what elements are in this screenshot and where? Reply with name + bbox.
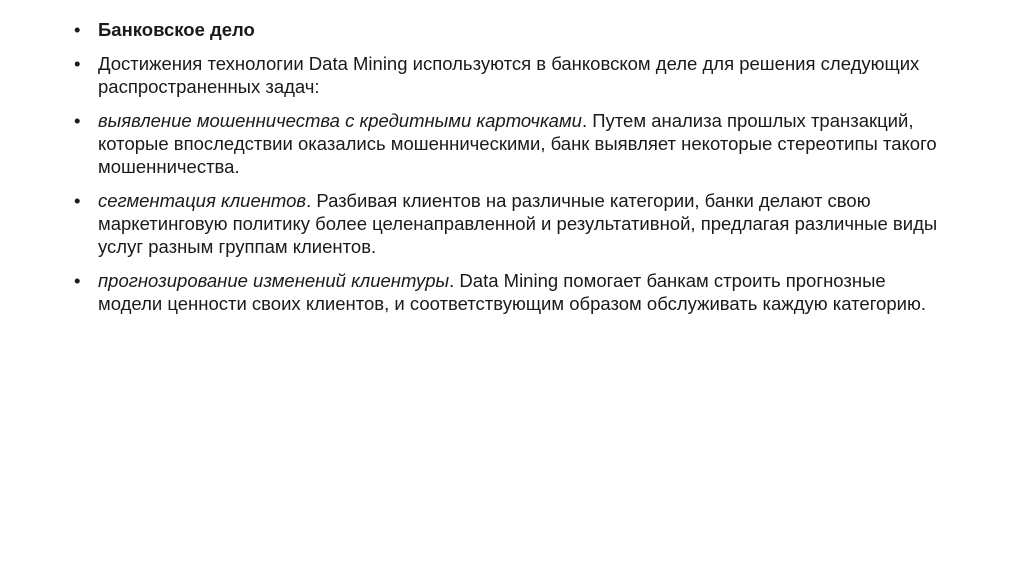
bullet-dot: • — [74, 270, 81, 291]
bullet-dot: • — [74, 190, 81, 211]
bullet-list — [74, 18, 954, 326]
bullet-intro — [74, 52, 954, 98]
bullet-intro-text: Достижения технологии Data Mining используются в банковском деле для решения следующих распространенных задач: — [98, 53, 920, 97]
bullet-churn-forecasting — [74, 269, 954, 315]
bullet-dot: • — [74, 19, 81, 40]
bullet-dot: • — [74, 110, 81, 131]
bullet-dot: • — [74, 53, 81, 74]
bullet-description: . Разбивая клиентов на различные категории, банки делают свою маркетинговую политику более целенаправленной и результативной, предлагая различные виды услуг разным группам клиентов. — [98, 190, 938, 257]
bullet-term: сегментация клиентов — [98, 190, 307, 211]
bullet-heading-text: Банковское дело — [98, 19, 255, 40]
bullet-fraud-detection — [74, 109, 954, 178]
bullet-term: выявление мошенничества с кредитными карточками — [98, 110, 582, 131]
bullet-heading — [74, 18, 954, 41]
bullet-description: . Data Mining помогает банкам строить прогнозные модели ценности своих клиентов, и соответствующим образом обслуживать каждую категорию. — [98, 270, 926, 314]
bullet-customer-segmentation — [74, 189, 954, 258]
bullet-description: . Путем анализа прошлых транзакций, которые впоследствии оказались мошенническими, банк выявляет некоторые стереотипы такого мошенничества. — [98, 110, 937, 177]
bullet-term: прогнозирование изменений клиентуры — [98, 270, 450, 291]
